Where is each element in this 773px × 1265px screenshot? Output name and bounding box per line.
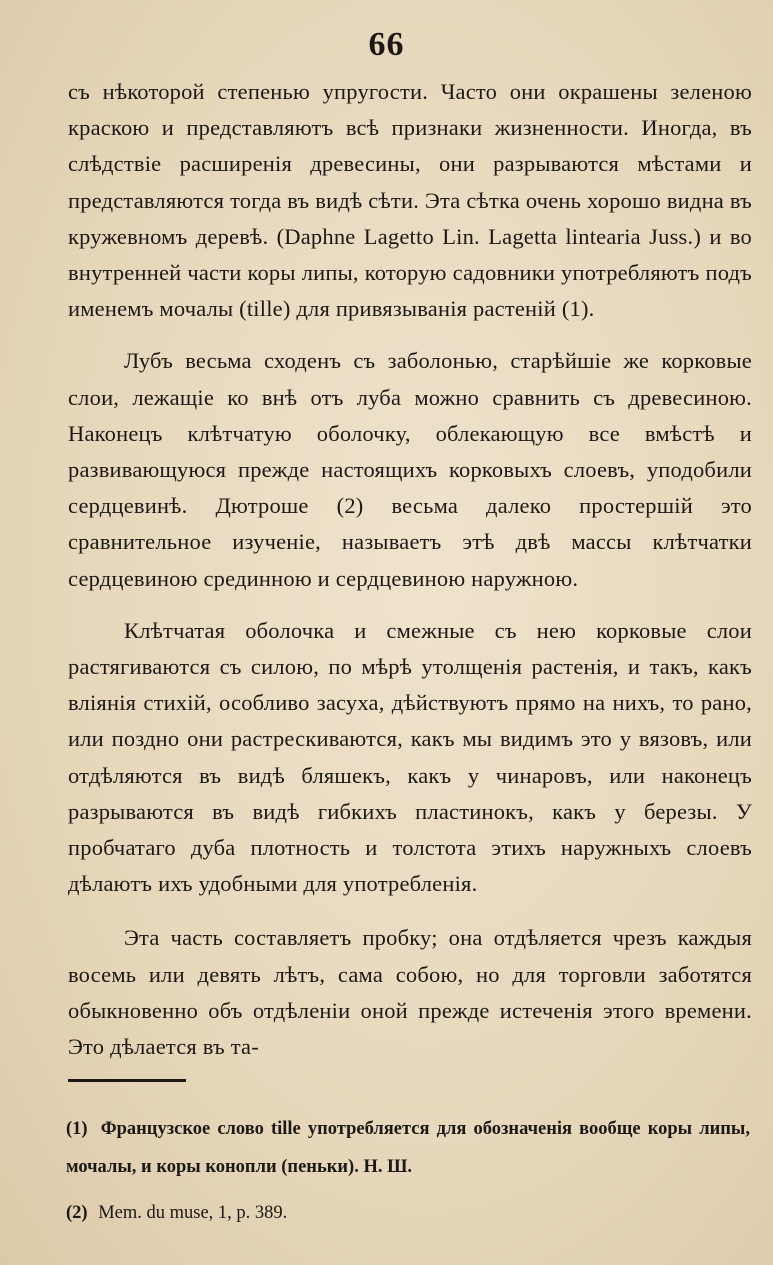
paragraph-4: Эта часть составляетъ пробку; она отдѣляется чрезъ каждыя восемь или девять лѣтъ, сама собою, но для торговли заботятся обыкновенно объ отдѣленіи оной прежде истеченія этого времени. Это дѣлается въ та- xyxy=(68,925,752,1060)
footnote-1-text: Французское слово tille употребляется для обозначенія вообще коры липы, мочалы, и коры конопли (пеньки). Н. Ш. xyxy=(66,1119,751,1177)
paragraph-2: Лубъ весьма сходенъ съ заболонью, старѣйшіе же корковые слои, лежащіе ко внѣ отъ луба можно сравнить съ древесиною. Наконецъ клѣтчатую оболочку, облекающую все вмѣстѣ и развивающуюся прежде настоящихъ корковыхъ слоевъ, уподобили сердцевинѣ. Дютроше (2) весьма далеко простершій это сравнительное изученіе, называетъ этѣ двѣ массы клѣтчатки сердцевиною срединною и сердцевиною наружною. xyxy=(68,348,752,591)
body-text xyxy=(68,74,752,1065)
paragraph-1: съ нѣкоторой степенью упругости. Часто они окрашены зеленою краскою и представляютъ всѣ признаки жизненности. Иногда, въ слѣдствіе расширенія древесины, они разрываются мѣстами и представляются тогда въ видѣ сѣти. Эта сѣтка очень хорошо видна въ кружевномъ деревѣ. (Daphne Lagetto Lin. Lagetta lintearia Juss.) и во внутренней части коры липы, которую садовники употребляютъ подъ именемъ мочалы (tille) для привязыванія растеній (1). xyxy=(68,79,752,322)
footnotes xyxy=(66,1110,750,1232)
footnote-2 xyxy=(66,1194,750,1232)
footnote-1-mark: (1) xyxy=(66,1119,88,1139)
paragraph-3: Клѣтчатая оболочка и смежные съ нею корковые слои растягиваются съ силою, по мѣрѣ утолщенія растенія, и такъ, какъ вліянія стихій, особливо засуха, дѣйствуютъ прямо на нихъ, то рано, или поздно они растрескиваются, какъ мы видимъ это у вязовъ, или отдѣляются въ видѣ бляшекъ, какъ у чинаровъ, или наконецъ разрываются въ видѣ гибкихъ пластинокъ, какъ у березы. У пробчатаго дуба плотность и толстота этихъ наружныхъ слоевъ дѣлаютъ ихъ удобными для употребленія. xyxy=(68,617,752,897)
footnote-rule xyxy=(68,1079,186,1082)
footnote-2-mark: (2) xyxy=(66,1203,88,1223)
footnote-2-text: Mem. du muse, 1, p. 389. xyxy=(98,1203,288,1223)
footnote-1 xyxy=(66,1110,750,1186)
page-number: 66 xyxy=(368,26,405,63)
